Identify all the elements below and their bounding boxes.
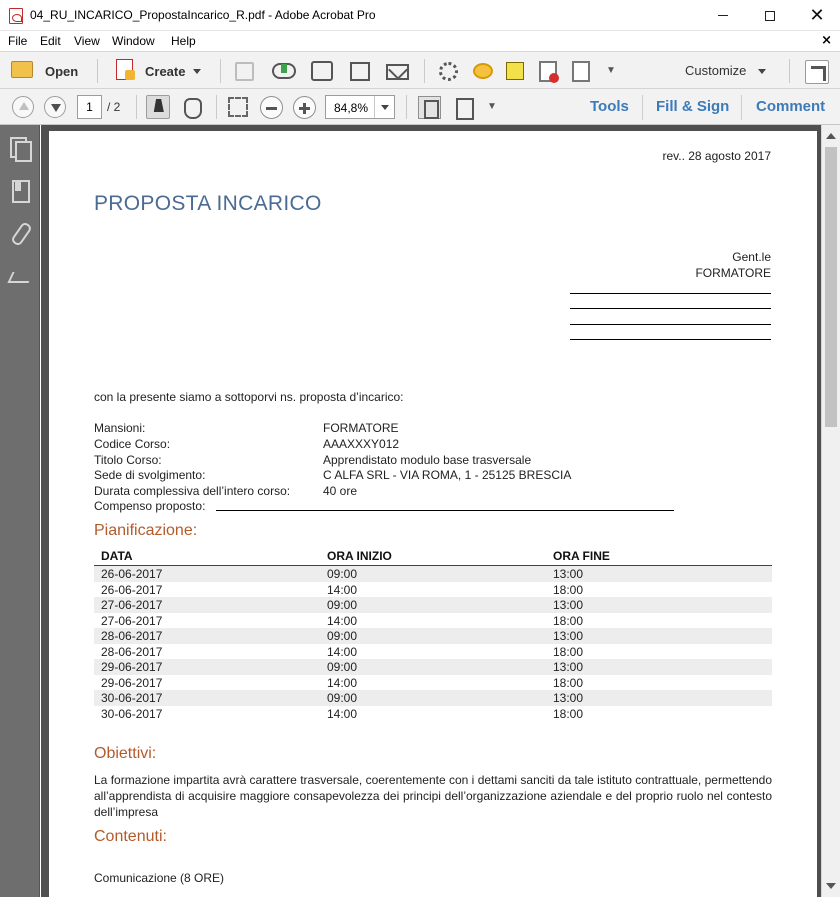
- pages-icon[interactable]: [10, 137, 30, 159]
- schedule-date: 30-06-2017: [101, 706, 163, 721]
- schedule-date: 28-06-2017: [101, 629, 163, 643]
- signature-icon[interactable]: [10, 266, 30, 288]
- schedule-start: 14:00: [327, 706, 358, 721]
- schedule-end: 13:00: [553, 598, 584, 612]
- document-title: PROPOSTA INCARICO: [94, 192, 322, 215]
- bookmark-icon[interactable]: [10, 180, 30, 202]
- schedule-header-data: DATA: [101, 549, 133, 563]
- scroll-up-icon[interactable]: [826, 133, 836, 139]
- revision-date: rev.. 28 agosto 2017: [662, 149, 771, 163]
- expand-icon[interactable]: [805, 60, 829, 84]
- schedule-end: 18:00: [553, 706, 584, 721]
- recipient-salutation: Gent.le: [732, 250, 771, 264]
- tools-pane-button[interactable]: Tools: [590, 98, 629, 115]
- zoom-out-icon[interactable]: [260, 96, 283, 119]
- select-cursor-icon[interactable]: [146, 95, 170, 119]
- toolbar-divider: [220, 59, 221, 83]
- toolbar-divider: [642, 95, 643, 120]
- toolbar-divider: [136, 95, 137, 119]
- fit-width-icon[interactable]: [452, 96, 475, 119]
- gear-icon[interactable]: [439, 62, 458, 81]
- schedule-end: 13:00: [553, 660, 584, 674]
- acrobat-pdf-icon: [9, 8, 23, 24]
- schedule-end: 18:00: [553, 644, 584, 659]
- detail-value: C ALFA SRL - VIA ROMA, 1 - 25125 BRESCIA: [323, 468, 572, 482]
- mail-icon[interactable]: [386, 64, 409, 80]
- schedule-start: 09:00: [327, 629, 358, 643]
- customize-button[interactable]: [685, 63, 766, 78]
- address-line: [570, 308, 771, 309]
- schedule-date: 29-06-2017: [101, 660, 163, 674]
- minimize-button[interactable]: [700, 0, 746, 31]
- schedule-date: 27-06-2017: [101, 598, 163, 612]
- table-row: [94, 690, 772, 706]
- schedule-end: 13:00: [553, 567, 584, 581]
- scroll-down-icon[interactable]: [826, 883, 836, 889]
- arrow-up-icon[interactable]: [12, 96, 34, 118]
- zoom-select[interactable]: [325, 95, 395, 119]
- recipient-role: FORMATORE: [695, 266, 771, 280]
- table-row: [94, 659, 772, 675]
- marquee-zoom-icon[interactable]: [228, 97, 248, 117]
- fill-sign-pane-button[interactable]: Fill & Sign: [656, 98, 730, 115]
- schedule-end: 18:00: [553, 613, 584, 628]
- detail-value: Apprendistato modulo base trasversale: [323, 453, 532, 467]
- scroll-thumb[interactable]: [825, 147, 837, 427]
- toolbar-divider: [97, 59, 98, 83]
- detail-label: Mansioni:: [94, 421, 146, 435]
- detail-label: Durata complessiva dell’intero corso:: [94, 484, 291, 498]
- window-title: 04_RU_INCARICO_PropostaIncarico_R.pdf - Adobe Acrobat Pro: [30, 8, 376, 22]
- main-toolbar: [0, 51, 840, 89]
- search-document-icon[interactable]: [572, 61, 590, 82]
- section-heading-contenuti: Contenuti:: [94, 828, 167, 845]
- detail-value: 40 ore: [323, 484, 358, 498]
- more-view-tools-icon[interactable]: ▼: [487, 101, 497, 112]
- detail-label: Sede di svolgimento:: [94, 468, 206, 482]
- arrow-down-icon[interactable]: [44, 96, 66, 118]
- vertical-scrollbar[interactable]: [821, 125, 840, 897]
- schedule-date: 30-06-2017: [101, 691, 163, 705]
- menu-view[interactable]: View: [74, 34, 100, 48]
- toolbar-divider: [424, 59, 425, 83]
- schedule-start: 09:00: [327, 598, 358, 612]
- close-window-button[interactable]: [794, 0, 840, 31]
- comment-bubble-icon[interactable]: [473, 63, 493, 79]
- menu-file[interactable]: File: [8, 34, 28, 48]
- address-line: [570, 324, 771, 325]
- table-row: [94, 644, 772, 660]
- comment-pane-button[interactable]: Comment: [756, 98, 826, 115]
- more-tools-icon[interactable]: ▼: [606, 65, 616, 76]
- toolbar-divider: [406, 95, 407, 119]
- compenso-blank-line: [216, 510, 674, 511]
- detail-value: AAAXXXY012: [323, 437, 400, 451]
- schedule-start: 14:00: [327, 613, 358, 628]
- create-button[interactable]: [108, 58, 208, 84]
- schedule-start: 14:00: [327, 644, 358, 659]
- schedule-date: 29-06-2017: [101, 675, 163, 690]
- navigation-pane: [0, 125, 40, 897]
- title-bar: [0, 0, 840, 31]
- maximize-button[interactable]: [747, 0, 793, 31]
- minimize-icon: [718, 15, 728, 16]
- table-row: [94, 597, 772, 613]
- folder-icon: [11, 61, 33, 78]
- navigation-toolbar: [0, 89, 840, 125]
- create-pdf-icon: [114, 59, 136, 81]
- zoom-in-icon[interactable]: [293, 96, 316, 119]
- menu-window[interactable]: Window: [112, 34, 155, 48]
- print-icon[interactable]: [311, 61, 333, 81]
- schedule-date: 28-06-2017: [101, 644, 163, 659]
- close-icon: ✕: [809, 4, 825, 26]
- intro-text: con la presente siamo a sottoporvi ns. proposta d’incarico:: [94, 390, 404, 404]
- section-heading-pianificazione: Pianificazione:: [94, 522, 198, 539]
- menu-bar: [0, 31, 840, 51]
- table-row: [94, 582, 772, 598]
- detail-value: FORMATORE: [323, 421, 399, 435]
- customize-label: Customize: [685, 63, 747, 78]
- chevron-down-icon: [381, 105, 389, 110]
- address-line: [570, 339, 771, 340]
- page-total: / 2: [107, 100, 121, 114]
- hand-icon[interactable]: [181, 96, 203, 118]
- detail-label: Codice Corso:: [94, 437, 171, 451]
- table-row: [94, 675, 772, 691]
- table-row: [94, 628, 772, 644]
- maximize-icon: [765, 11, 775, 21]
- open-label: Open: [45, 63, 79, 79]
- schedule-start: 14:00: [327, 675, 358, 690]
- schedule-header-end: ORA FINE: [553, 549, 610, 563]
- zoom-value: 84,8%: [334, 101, 369, 115]
- create-label: Create: [145, 63, 186, 79]
- zoom-dropdown[interactable]: [374, 96, 394, 118]
- open-button[interactable]: [6, 58, 86, 84]
- save-icon[interactable]: [235, 62, 254, 81]
- schedule-start: 14:00: [327, 582, 358, 597]
- highlight-text-icon[interactable]: [506, 62, 524, 80]
- toolbar-divider: [216, 95, 217, 119]
- table-row: [94, 566, 772, 582]
- table-row: [94, 706, 772, 722]
- schedule-start: 09:00: [327, 691, 358, 705]
- address-line: [570, 293, 771, 294]
- section-heading-obiettivi: Obiettivi:: [94, 745, 157, 762]
- schedule-header-start: ORA INIZIO: [327, 549, 392, 563]
- menu-edit[interactable]: Edit: [40, 34, 61, 48]
- schedule-start: 09:00: [327, 660, 358, 674]
- edit-pdf-icon[interactable]: [350, 62, 370, 81]
- contenuti-item: Comunicazione (8 ORE): [94, 871, 225, 885]
- schedule-date: 26-06-2017: [101, 582, 163, 597]
- schedule-end: 13:00: [553, 691, 584, 705]
- schedule-end: 13:00: [553, 629, 584, 643]
- schedule-end: 18:00: [553, 582, 584, 597]
- detail-label: Titolo Corso:: [94, 453, 162, 467]
- schedule-start: 09:00: [327, 567, 358, 581]
- table-row: [94, 613, 772, 629]
- menu-help[interactable]: Help: [171, 34, 196, 48]
- obiettivi-paragraph: La formazione impartita avrà carattere trasversale, coerentemente con i dettami sanciti da tale istituto contrattuale, permettendo all’apprendista di acquisire maggiore consapevolezza dei principi dell’organizzazione aziendale e del proprio ruolo nel contesto dell’impresa: [94, 773, 772, 819]
- close-document-button[interactable]: ×: [821, 33, 832, 48]
- page-number-input[interactable]: 1: [77, 95, 102, 119]
- cloud-upload-icon[interactable]: [272, 63, 296, 79]
- schedule-date: 27-06-2017: [101, 613, 163, 628]
- chevron-down-icon: [758, 69, 766, 74]
- chevron-down-icon: [193, 69, 201, 74]
- schedule-date: 26-06-2017: [101, 567, 163, 581]
- toolbar-divider: [789, 59, 790, 83]
- remove-pages-icon[interactable]: [539, 61, 557, 82]
- toolbar-divider: [741, 95, 742, 120]
- schedule-end: 18:00: [553, 675, 584, 690]
- compenso-label: Compenso proposto:: [94, 499, 206, 513]
- fit-page-icon[interactable]: [418, 96, 441, 119]
- paperclip-icon[interactable]: [10, 222, 30, 244]
